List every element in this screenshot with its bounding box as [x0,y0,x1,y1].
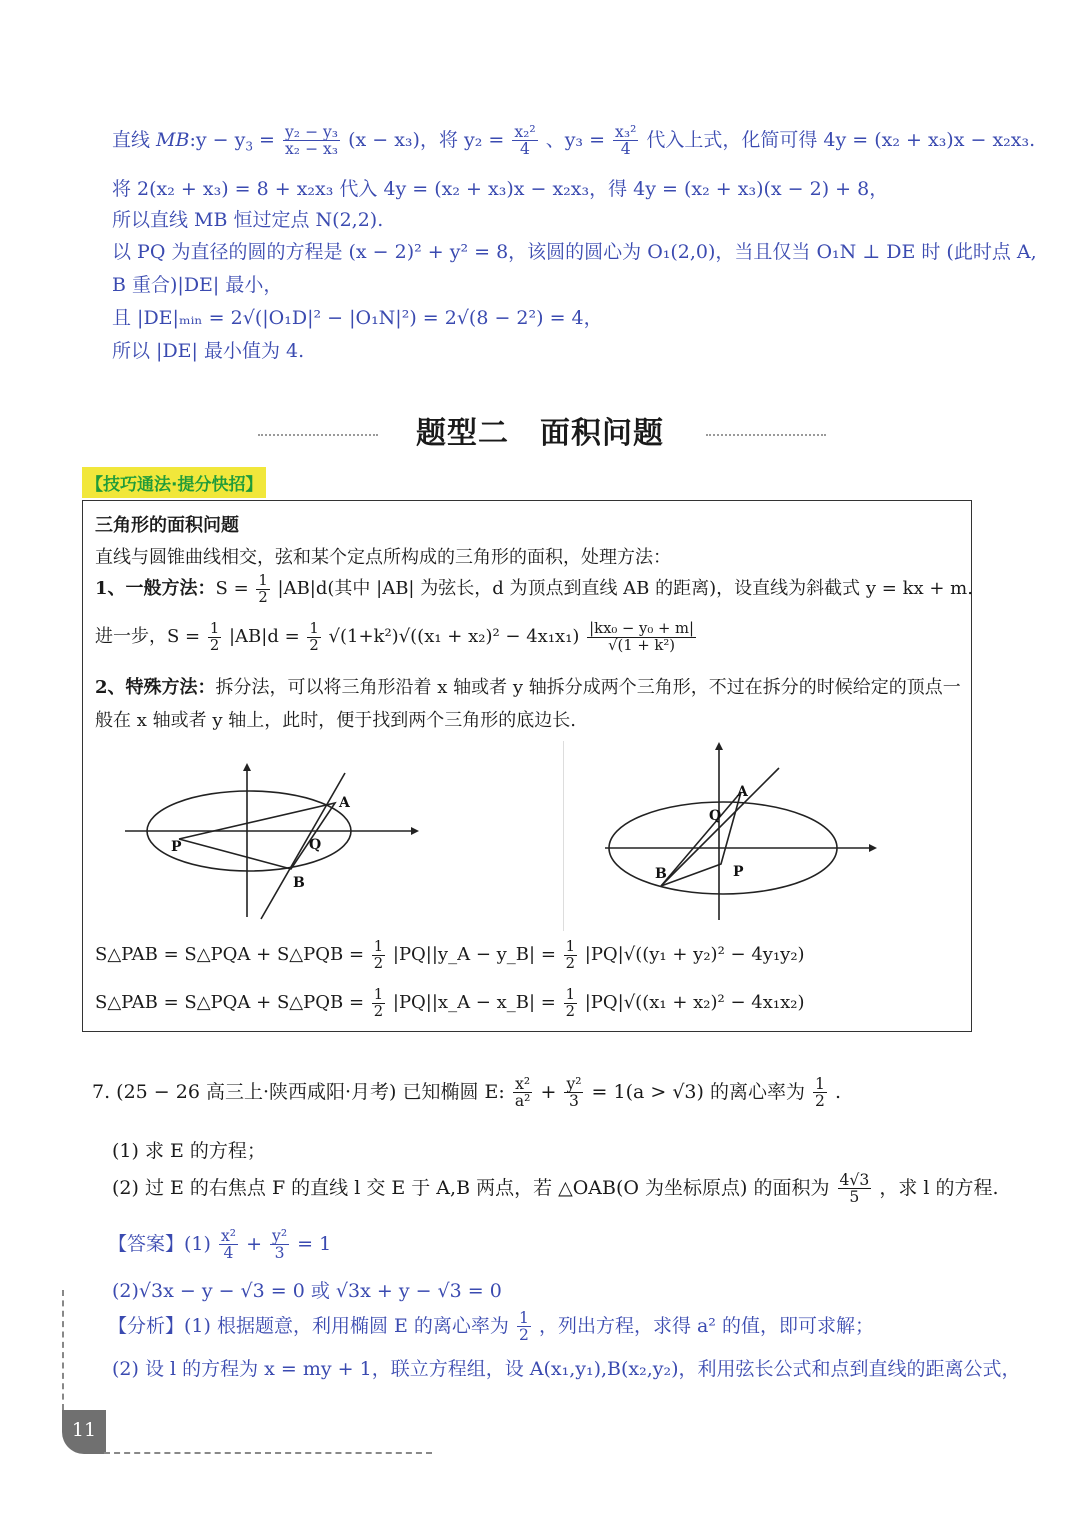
point-B-label: B [655,866,667,882]
denominator: 2 [258,588,268,606]
text: 拆分法，可以将三角形沿着 x 轴或者 y 轴拆分成两个三角形，不过在拆分的时候给定的顶点一 [215,677,961,698]
fraction-half [256,573,269,605]
method-2-cont: 般在 x 轴或者 y 轴上，此时，便于找到两个三角形的底边长. [95,710,576,731]
denominator: 4 [223,1244,234,1263]
text: 直线 [112,128,157,151]
numerator: 1 [815,1075,825,1093]
denominator: √(1 + k²) [608,636,676,654]
numerator: x² [220,1227,237,1245]
answer-label: 【答案】 [108,1232,185,1255]
text: |AB|d = [228,626,306,647]
numerator: 1 [518,1309,529,1327]
problem-part-1: (1) 求 E 的方程； [112,1140,266,1162]
fraction-half [372,939,385,971]
y-arrow [243,763,251,771]
text: 7. (25 − 26 高三上·陕西咸阳·月考) 已知椭圆 E: [92,1080,505,1103]
numerator: 1 [373,986,384,1003]
text: = 1 [297,1232,332,1255]
numerator: x₂² [514,123,536,141]
answer-line-2: (2)√3x − y − √3 = 0 或 √3x + y − √3 = 0 [112,1280,502,1302]
denominator: x₂ − x₃ [285,140,339,159]
fraction-half [372,987,385,1019]
denominator: 3 [274,1244,285,1263]
method-2-label: 2、特殊方法： [95,677,216,698]
page-border-dashed-horizontal [104,1452,432,1454]
box-heading: 三角形的面积问题 [95,515,239,536]
problem-part-2 [112,1172,999,1206]
secant-line [261,773,345,919]
denominator: 2 [373,954,384,972]
text: (x − x₃)，将 y₂ = [348,128,511,151]
numerator: y² [566,1075,582,1093]
text: 、y₃ = [545,128,612,151]
fraction-half [208,621,221,653]
solution-line-7: 所以 |DE| 最小值为 4. [112,340,305,362]
fraction-half [564,987,577,1019]
denominator: 2 [565,954,576,972]
secant-line [661,768,779,886]
solution-line-2: 将 2(x₂ + x₃) = 8 + x₂x₃ 代入 4y = (x₂ + x₃)x − x₂x₃，得 4y = (x₂ + x₃)(x − 2) + 8， [112,178,889,200]
y-arrow [715,742,723,750]
point-Q-label: Q [709,808,722,824]
text: S△PAB = S△PQA + S△PQB = [95,992,370,1013]
text: √(1+k²)√((x₁ + x₂)² − 4x₁x₁) [328,626,580,647]
analysis-line-1 [108,1310,874,1344]
figure-right [583,736,903,926]
x-arrow [869,844,877,852]
fraction [512,124,537,158]
numerator: 1 [565,986,575,1003]
fraction-half [307,621,320,653]
denominator: 3 [569,1092,579,1111]
numerator: 1 [258,572,268,589]
technique-tag: 【技巧通法·提分快招】 [82,467,266,498]
text: MB [156,128,190,151]
method-1 [95,573,973,605]
numerator: x² [513,1076,533,1093]
section-title: 题型二 面积问题 [416,416,664,451]
solution-line-4: 以 PQ 为直径的圆的方程是 (x − 2)² + y² = 8，该圆的圆心为 O₁(2,0)，当且仅当 O₁N ⊥ DE 时 (此时点 A, [112,241,1037,263]
numerator: 4√3 [839,1171,870,1189]
point-Q-label: Q [309,837,322,853]
denominator: 2 [373,1002,384,1020]
denominator: 4 [620,140,631,159]
area-formula-y [95,939,805,971]
numerator: 1 [309,620,319,637]
fraction [564,1076,583,1110]
fraction [613,124,638,158]
denominator: 5 [849,1188,860,1207]
text: :y − y [189,128,246,151]
text: |AB|d(其中 |AB| 为弦长，d 为顶点到直线 AB 的距离)，设直线为斜截式 y = kx + m. [277,578,973,599]
fraction [517,1310,531,1344]
numerator: 1 [565,938,576,955]
fraction [813,1076,827,1110]
point-B-label: B [293,875,305,891]
answer-line-1 [108,1228,331,1262]
fraction [513,1076,533,1110]
point-P-label: P [733,864,744,880]
figure-separator [563,741,564,931]
analysis-label: 【分析】 [108,1314,185,1337]
text: |PQ|√((y₁ + y₂)² − 4y₁y₂) [584,944,805,965]
problem-stem [92,1076,841,1110]
text: ，列出方程，求得 a² 的值，即可求解； [538,1314,874,1337]
solution-line-3: 所以直线 MB 恒过定点 N(2,2). [112,209,384,231]
denominator: a² [514,1092,531,1111]
text: |PQ||y_A − y_B| = [392,944,562,965]
denominator: 4 [520,140,530,159]
numerator: |kx₀ − y₀ + m| [589,620,694,637]
x-arrow [411,827,419,835]
text: S = [215,578,255,599]
fraction [270,1228,289,1262]
box-intro: 直线与圆锥曲线相交，弦和某个定点所构成的三角形的面积，处理方法： [95,547,671,568]
solution-line-6: 且 |DE|ₘᵢₙ = 2√(|O₁D|² − |O₁N|²) = 2√(8 − 2²) = 4， [112,307,603,329]
text: . [834,1080,842,1103]
figure-left [111,741,531,921]
text: ，求 l 的方程. [879,1176,999,1199]
method-1-label: 1、一般方法： [95,578,216,599]
fraction-half [564,939,577,971]
text: S△PAB = S△PQA + S△PQB = [95,944,370,965]
page-number: 11 [62,1410,106,1454]
analysis-line-2: (2) 设 l 的方程为 x = my + 1，联立方程组，设 A(x₁,y₁),B(x₂,y₂)，利用弦长公式和点到直线的距离公式， [112,1358,1021,1380]
text: = 1(a > √3) 的离心率为 [591,1080,812,1103]
further-formula [95,621,698,653]
title-divider-right [706,434,826,436]
solution-line-1: 直线 MB:y − $y_3$ = $\frac{\text{y₂ − y₃}}{\text{x₂ − x₃}}$ (x − x₃)，将 y₂ = $\frac{\text{x₂²}}{4}$ 、y₃ = $\frac{\text{x₃²}}{4}$ 代入上式，化简可得 4y = (x₂ + x₃)x − x₂x₃. [112,123,1036,159]
denominator: 2 [309,636,319,654]
text: 进一步，S = [95,626,206,647]
point-P-label: P [171,839,182,855]
fraction-distance [587,621,696,653]
text: = [252,128,281,151]
text: + [540,1080,563,1103]
denominator: 2 [209,636,220,654]
text: |PQ|√((x₁ + x₂)² − 4x₁x₂) [584,992,805,1013]
triangle-PAB [179,803,335,869]
text: + [246,1232,269,1255]
numerator: x₃² [615,123,637,141]
point-A-label: A [339,795,350,811]
text: (1) [184,1232,211,1255]
fraction [838,1172,872,1206]
numerator: 1 [209,620,220,637]
method-box [82,500,972,1032]
text: |PQ||x_A − x_B| = [392,992,562,1013]
numerator: y² [272,1227,288,1245]
denominator: 2 [815,1092,825,1111]
numerator: 1 [373,938,384,955]
method-2 [95,673,961,699]
area-formula-x [95,987,804,1019]
denominator: 2 [565,1002,575,1020]
text: (2) 过 E 的右焦点 F 的直线 l 交 E 于 A,B 两点，若 △OAB(O 为坐标原点) 的面积为 [112,1176,836,1199]
fraction [219,1228,238,1262]
text: 代入上式，化简可得 4y = (x₂ + x₃)x − x₂x₃. [646,128,1036,151]
solution-line-5: B 重合)|DE| 最小， [112,274,283,296]
text: (1) 根据题意，利用椭圆 E 的离心率为 [184,1314,515,1337]
point-A-label: A [737,784,748,800]
fraction [283,124,340,158]
denominator: 2 [518,1326,529,1345]
page-border-dashed-vertical [62,1290,64,1410]
numerator: y₂ − y₃ [284,123,339,141]
